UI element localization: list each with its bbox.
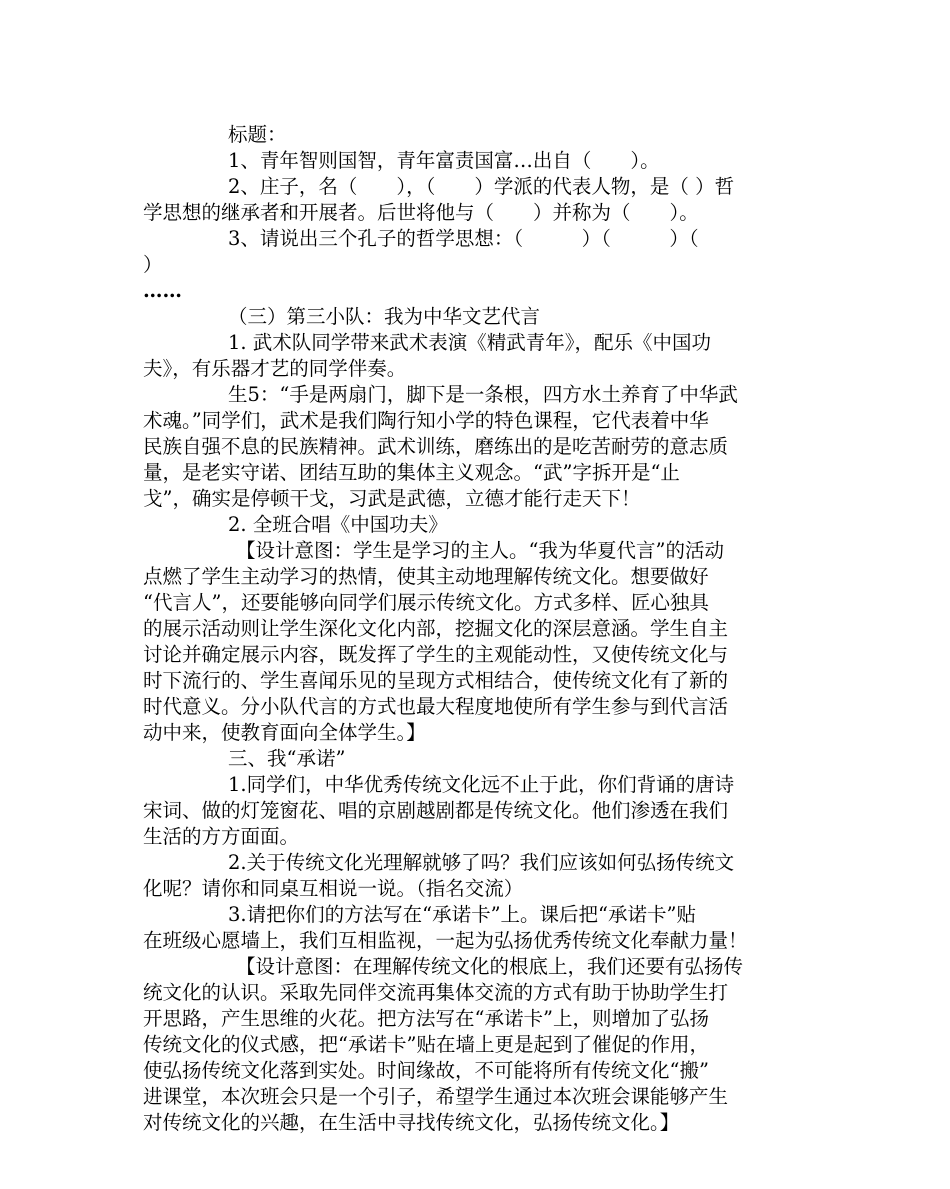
design-intent-1-line: 动中来，使教育面向全体学生。】: [143, 721, 426, 744]
paragraph-line: 生活的方方面面。: [143, 825, 300, 848]
paragraph-line: 戈”，确实是停顿干戈，习武是武德，立德才能行走天下！: [143, 487, 641, 510]
paragraph-line: 夫》，有乐器才艺的同学伴奏。: [143, 357, 407, 380]
ellipsis: ……: [143, 279, 182, 302]
design-intent-1-line: “代言人”，还要能够向同学们展示传统文化。方式多样、匠心独具: [143, 591, 709, 614]
question-3-line-2: ）: [143, 253, 163, 276]
paragraph-line: 在班级心愿墙上，我们互相监视，一起为弘扬优秀传统文化奉献力量！: [143, 929, 748, 952]
paragraph-line: 术魂。”同学们，武术是我们陶行知小学的特色课程，它代表着中华: [143, 409, 709, 432]
question-1: 1、青年智则国智，青年富责国富…出自（ ）。: [228, 149, 660, 172]
design-intent-1-line: 【设计意图：学生是学习的主人。“我为华夏代言”的活动: [236, 539, 724, 562]
question-2-line-2: 学思想的继承者和开展者。后世将他与（ ）并称为（ ）。: [143, 201, 699, 224]
design-intent-2-line: 对传统文化的兴趣，在生活中寻找传统文化，弘扬传统文化。】: [143, 1111, 680, 1134]
paragraph-line: 民族自强不息的民族精神。武术训练，磨练出的是吃苦耐劳的意志质: [143, 435, 729, 458]
paragraph-line: 2.关于传统文化光理解就够了吗？我们应该如何弘扬传统文: [228, 851, 735, 874]
paragraph-line: 化呢？请你和同桌互相说一说。（指名交流）: [143, 877, 524, 900]
design-intent-2-line: 传统文化的仪式感，把“承诺卡”贴在墙上更是起到了催促的作用，: [143, 1033, 709, 1056]
design-intent-2-line: 统文化的认识。采取先同伴交流再集体交流的方式有助于协助学生打: [143, 981, 729, 1004]
design-intent-2-line: 使弘扬传统文化落到实处。时间缘故，不可能将所有传统文化“搬”: [143, 1059, 709, 1082]
paragraph-line: 2. 全班合唱《中国功夫》: [228, 513, 448, 536]
paragraph-line: 1.同学们，中华优秀传统文化远不止于此，你们背诵的唐诗: [228, 773, 735, 796]
question-3-line-1: 3、请说出三个孔子的哲学思想：（ ）（ ）（: [228, 227, 699, 250]
design-intent-1-line: 的展示活动则让学生深化文化内部，挖掘文化的深层意涵。学生自主: [143, 617, 729, 640]
design-intent-2-line: 【设计意图：在理解传统文化的根底上，我们还要有弘扬传: [236, 955, 744, 978]
design-intent-1-line: 时下流行的、学生喜闻乐见的呈现方式相结合，使传统文化有了新的: [143, 669, 729, 692]
design-intent-1-line: 讨论并确定展示内容，既发挥了学生的主观能动性，又使传统文化与: [143, 643, 729, 666]
paragraph-line: 量，是老实守诺、团结互助的集体主义观念。“武”字拆开是“止: [143, 461, 680, 484]
section-heading-team-3: （三）第三小队：我为中华文艺代言: [228, 305, 541, 328]
paragraph-line: 3.请把你们的方法写在“承诺卡”上。课后把“承诺卡”贴: [228, 903, 696, 926]
paragraph-line: 1. 武术队同学带来武术表演《精武青年》，配乐《中国功: [228, 331, 712, 354]
paragraph-line: 生5：“手是两扇门，脚下是一条根，四方水土养育了中华武: [228, 383, 738, 406]
design-intent-2-line: 进课堂，本次班会只是一个引子，希望学生通过本次班会课能够产生: [143, 1085, 729, 1108]
design-intent-2-line: 开思路，产生思维的火花。把方法写在“承诺卡”上，则增加了弘扬: [143, 1007, 709, 1030]
question-2-line-1: 2、庄子，名（ ），（ ）学派的代表人物，是（ ）哲: [228, 175, 735, 198]
design-intent-1-line: 时代意义。分小队代言的方式也最大程度地使所有学生参与到代言活: [143, 695, 729, 718]
design-intent-1-line: 点燃了学生主动学习的热情，使其主动地理解传统文化。想要做好: [143, 565, 709, 588]
section-heading-promise: 三、我“承诺”: [228, 747, 346, 770]
heading-label: 标题：: [228, 123, 287, 146]
paragraph-line: 宋词、做的灯笼窗花、唱的京剧越剧都是传统文化。他们渗透在我们: [143, 799, 729, 822]
